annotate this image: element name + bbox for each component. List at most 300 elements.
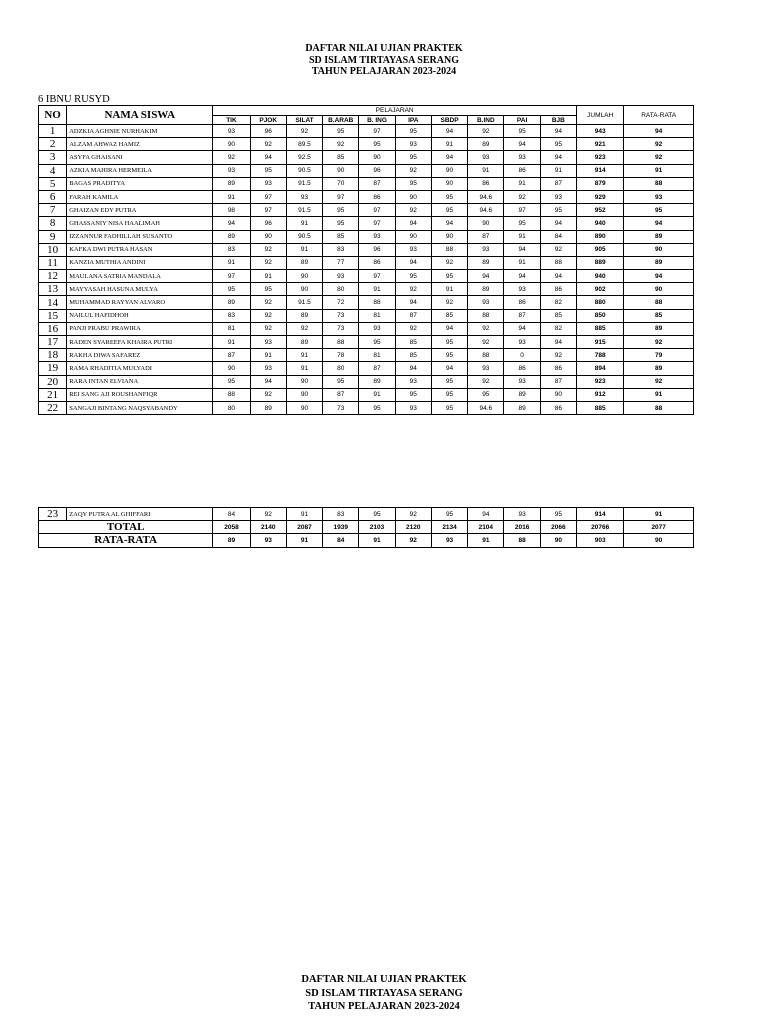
score-cell: 91.5 xyxy=(286,177,322,190)
average-score-cell: 88 xyxy=(504,534,540,547)
score-cell: 87 xyxy=(395,309,431,322)
score-cell: 91 xyxy=(250,349,286,362)
score-cell: 92 xyxy=(395,508,431,521)
score-cell: 94 xyxy=(540,336,576,349)
row-number: 12 xyxy=(39,270,67,283)
table-row xyxy=(39,190,694,203)
table-row xyxy=(39,138,694,151)
table-row xyxy=(39,177,694,190)
average-cell: 89 xyxy=(624,230,694,243)
score-cell: 92 xyxy=(250,309,286,322)
student-name: RADEN SYAREEFA KHAIRA PUTRI xyxy=(67,336,213,349)
score-cell: 85 xyxy=(540,309,576,322)
average-cell: 94 xyxy=(624,125,694,138)
score-cell: 94 xyxy=(540,125,576,138)
score-cell: 94.6 xyxy=(468,190,504,203)
average-score-cell: 91 xyxy=(468,534,504,547)
score-cell: 89 xyxy=(504,388,540,401)
score-cell: 90 xyxy=(395,190,431,203)
row-number: 15 xyxy=(39,309,67,322)
score-cell: 86 xyxy=(359,190,395,203)
score-cell: 91 xyxy=(504,177,540,190)
score-cell: 87 xyxy=(213,349,250,362)
score-cell: 93 xyxy=(250,362,286,375)
footer-title xyxy=(0,973,768,1014)
score-cell: 88 xyxy=(468,349,504,362)
score-cell: 96 xyxy=(250,217,286,230)
table-row xyxy=(39,362,694,375)
student-name: GHASSANIY NISA HAALIMAH xyxy=(67,217,213,230)
score-cell: 93 xyxy=(468,296,504,309)
score-cell: 94 xyxy=(504,322,540,335)
score-cell: 95 xyxy=(504,125,540,138)
score-cell: 70 xyxy=(323,177,359,190)
score-cell: 86 xyxy=(504,164,540,177)
score-cell: 92 xyxy=(250,243,286,256)
total-score-cell: 2103 xyxy=(359,521,395,534)
score-cell: 93 xyxy=(395,375,431,388)
table-row xyxy=(39,322,694,335)
average-score-cell: 91 xyxy=(359,534,395,547)
score-cell: 93 xyxy=(504,336,540,349)
student-name: BAGAS PRADITYA xyxy=(67,177,213,190)
score-cell: 88 xyxy=(468,309,504,322)
score-cell: 94 xyxy=(431,125,467,138)
score-cell: 95 xyxy=(323,125,359,138)
average-cell: 92 xyxy=(624,138,694,151)
score-cell: 86 xyxy=(504,296,540,309)
row-number: 5 xyxy=(39,177,67,190)
table-row xyxy=(39,256,694,269)
score-cell: 94 xyxy=(395,362,431,375)
score-cell: 92 xyxy=(504,190,540,203)
subject-header: TIK xyxy=(213,116,250,125)
row-number: 4 xyxy=(39,164,67,177)
total-score-cell: 1939 xyxy=(323,521,359,534)
score-cell: 95 xyxy=(540,508,576,521)
row-number: 8 xyxy=(39,217,67,230)
score-cell: 95 xyxy=(540,138,576,151)
score-cell: 93 xyxy=(468,151,504,164)
score-cell: 91 xyxy=(286,362,322,375)
score-cell: 85 xyxy=(395,336,431,349)
score-cell: 93 xyxy=(286,190,322,203)
score-cell: 89 xyxy=(468,283,504,296)
title-line-2: SD ISLAM TIRTAYASA SERANG xyxy=(309,54,459,66)
score-cell: 95 xyxy=(250,164,286,177)
score-cell: 93 xyxy=(395,401,431,414)
total-cell: 850 xyxy=(577,309,624,322)
average-cell: 91 xyxy=(624,164,694,177)
score-cell: 93 xyxy=(504,151,540,164)
average-cell: 90 xyxy=(624,283,694,296)
average-score-cell: 89 xyxy=(213,534,250,547)
score-cell: 95 xyxy=(250,283,286,296)
score-cell: 91 xyxy=(468,164,504,177)
score-cell: 91.5 xyxy=(286,296,322,309)
total-cell: 952 xyxy=(577,204,624,217)
student-name: MUHAMMAD RAYYAN ALVARO xyxy=(67,296,213,309)
score-cell: 73 xyxy=(323,322,359,335)
subject-header: SILAT xyxy=(286,116,322,125)
score-cell: 91 xyxy=(431,138,467,151)
table-row xyxy=(39,270,694,283)
total-cell: 912 xyxy=(577,388,624,401)
table-row xyxy=(39,283,694,296)
score-cell: 94 xyxy=(431,151,467,164)
score-cell: 94 xyxy=(250,375,286,388)
score-cell: 94 xyxy=(431,362,467,375)
score-cell: 94 xyxy=(540,270,576,283)
score-cell: 93 xyxy=(250,336,286,349)
average-cell: 91 xyxy=(624,508,694,521)
score-cell: 93 xyxy=(359,230,395,243)
score-cell: 85 xyxy=(323,230,359,243)
total-score-cell: 2104 xyxy=(468,521,504,534)
score-cell: 91 xyxy=(286,508,322,521)
average-score-cell: 84 xyxy=(323,534,359,547)
row-number: 19 xyxy=(39,362,67,375)
score-cell: 89 xyxy=(504,401,540,414)
score-cell: 95 xyxy=(359,508,395,521)
score-cell: 97 xyxy=(359,217,395,230)
row-number: 16 xyxy=(39,322,67,335)
score-cell: 95 xyxy=(395,270,431,283)
average-cell: 88 xyxy=(624,401,694,414)
score-cell: 88 xyxy=(359,296,395,309)
score-cell: 89 xyxy=(213,230,250,243)
score-cell: 90.5 xyxy=(286,164,322,177)
score-cell: 97 xyxy=(213,270,250,283)
score-cell: 91 xyxy=(540,164,576,177)
score-cell: 89 xyxy=(468,138,504,151)
score-cell: 88 xyxy=(431,243,467,256)
score-cell: 97 xyxy=(359,270,395,283)
total-label: TOTAL xyxy=(39,521,213,534)
total-score-cell: 2120 xyxy=(395,521,431,534)
score-cell: 86 xyxy=(468,177,504,190)
average-cell: 89 xyxy=(624,322,694,335)
score-cell: 95 xyxy=(431,190,467,203)
grade-table-continued xyxy=(38,507,694,548)
student-name: FARAH KAMILA xyxy=(67,190,213,203)
score-cell: 95 xyxy=(431,270,467,283)
score-cell: 90 xyxy=(540,388,576,401)
score-cell: 90 xyxy=(359,151,395,164)
table-row xyxy=(39,508,694,521)
total-score-cell: 2066 xyxy=(540,521,576,534)
total-cell: 940 xyxy=(577,217,624,230)
score-cell: 87 xyxy=(359,177,395,190)
total-score-cell: 2134 xyxy=(431,521,467,534)
row-number: 22 xyxy=(39,401,67,414)
score-cell: 94 xyxy=(431,322,467,335)
score-cell: 85 xyxy=(431,309,467,322)
row-number: 20 xyxy=(39,375,67,388)
row-number: 7 xyxy=(39,204,67,217)
score-cell: 91 xyxy=(504,230,540,243)
score-cell: 93 xyxy=(395,243,431,256)
score-cell: 89 xyxy=(286,309,322,322)
total-sum-cell: 20766 xyxy=(576,521,623,534)
total-cell: 885 xyxy=(577,401,624,414)
score-cell: 86 xyxy=(540,283,576,296)
score-cell: 81 xyxy=(359,349,395,362)
score-cell: 95 xyxy=(359,401,395,414)
row-number: 10 xyxy=(39,243,67,256)
score-cell: 87 xyxy=(504,309,540,322)
total-score-cell: 2087 xyxy=(286,521,322,534)
student-name: PANJI PRABU PRAWIRA xyxy=(67,322,213,335)
average-cell: 89 xyxy=(624,362,694,375)
score-cell: 95 xyxy=(323,217,359,230)
score-cell: 92 xyxy=(213,151,250,164)
footer-title-line-1: DAFTAR NILAI UJIAN PRAKTEK xyxy=(301,974,467,985)
row-number: 13 xyxy=(39,283,67,296)
score-cell: 90 xyxy=(323,164,359,177)
score-cell: 89 xyxy=(286,336,322,349)
col-total-header: JUMLAH xyxy=(577,106,624,125)
score-cell: 90 xyxy=(431,177,467,190)
score-cell: 97 xyxy=(359,125,395,138)
score-cell: 95 xyxy=(213,375,250,388)
average-cell: 89 xyxy=(624,256,694,269)
score-cell: 84 xyxy=(213,508,250,521)
row-number: 14 xyxy=(39,296,67,309)
score-cell: 94.6 xyxy=(468,401,504,414)
average-score-cell: 91 xyxy=(286,534,322,547)
score-cell: 92 xyxy=(540,243,576,256)
table-row xyxy=(39,336,694,349)
student-name: KANZIA MUTHIA ANDINI xyxy=(67,256,213,269)
score-cell: 94 xyxy=(504,243,540,256)
student-name: NAILUL HAFIDHOH xyxy=(67,309,213,322)
subject-header: BJB xyxy=(540,116,576,125)
score-cell: 90 xyxy=(213,362,250,375)
score-cell: 91 xyxy=(431,283,467,296)
score-cell: 80 xyxy=(323,362,359,375)
score-cell: 92 xyxy=(250,388,286,401)
col-no-header: NO xyxy=(39,106,67,125)
title-line-3: TAHUN PELAJARAN 2023-2024 xyxy=(311,66,457,77)
student-name: ASYFA GHAISANI xyxy=(67,151,213,164)
score-cell: 93 xyxy=(504,283,540,296)
score-cell: 92 xyxy=(395,204,431,217)
title-line-1: DAFTAR NILAI UJIAN PRAKTEK xyxy=(305,43,463,54)
student-name: IZZANNUR FADHILLAH SUSANTO xyxy=(67,230,213,243)
score-cell: 97 xyxy=(250,190,286,203)
score-cell: 97 xyxy=(323,190,359,203)
document-title xyxy=(0,43,768,78)
score-cell: 73 xyxy=(323,309,359,322)
score-cell: 73 xyxy=(323,401,359,414)
score-cell: 72 xyxy=(323,296,359,309)
score-cell: 95 xyxy=(395,388,431,401)
score-cell: 93 xyxy=(468,243,504,256)
score-cell: 83 xyxy=(213,309,250,322)
average-cell: 92 xyxy=(624,375,694,388)
score-cell: 91 xyxy=(213,190,250,203)
table-row xyxy=(39,401,694,414)
score-cell: 92.5 xyxy=(286,151,322,164)
subject-header: IPA xyxy=(395,116,431,125)
score-cell: 93 xyxy=(504,375,540,388)
total-cell: 923 xyxy=(577,375,624,388)
score-cell: 92 xyxy=(395,283,431,296)
score-cell: 80 xyxy=(213,401,250,414)
total-cell: 902 xyxy=(577,283,624,296)
score-cell: 90 xyxy=(431,164,467,177)
score-cell: 90 xyxy=(468,217,504,230)
total-cell: 879 xyxy=(577,177,624,190)
score-cell: 90 xyxy=(213,138,250,151)
row-number: 11 xyxy=(39,256,67,269)
row-number: 6 xyxy=(39,190,67,203)
score-cell: 95 xyxy=(540,204,576,217)
score-cell: 0 xyxy=(504,349,540,362)
score-cell: 93 xyxy=(213,164,250,177)
score-cell: 93 xyxy=(213,125,250,138)
score-cell: 89 xyxy=(286,256,322,269)
score-cell: 96 xyxy=(250,125,286,138)
score-cell: 90 xyxy=(286,375,322,388)
table-row xyxy=(39,164,694,177)
footer-title-line-3: TAHUN PELAJARAN 2023-2024 xyxy=(308,1001,460,1012)
score-cell: 95 xyxy=(431,508,467,521)
score-cell: 92 xyxy=(468,125,504,138)
average-cell: 92 xyxy=(624,336,694,349)
score-cell: 94 xyxy=(468,270,504,283)
score-cell: 86 xyxy=(540,401,576,414)
total-cell: 914 xyxy=(577,164,624,177)
score-cell: 77 xyxy=(323,256,359,269)
score-cell: 91 xyxy=(213,336,250,349)
table-row xyxy=(39,204,694,217)
average-label: RATA-RATA xyxy=(39,534,213,547)
score-cell: 92 xyxy=(395,164,431,177)
total-cell: 915 xyxy=(577,336,624,349)
score-cell: 90 xyxy=(286,270,322,283)
average-sum-cell: 903 xyxy=(576,534,623,547)
total-avg-cell: 2077 xyxy=(624,521,694,534)
score-cell: 95 xyxy=(213,283,250,296)
class-label: 6 IBNU RUSYD xyxy=(38,94,110,105)
score-cell: 84 xyxy=(540,230,576,243)
student-name: ALZAM AHWAZ HAMIZ xyxy=(67,138,213,151)
score-cell: 94 xyxy=(504,270,540,283)
table-row xyxy=(39,151,694,164)
row-number: 21 xyxy=(39,388,67,401)
score-cell: 86 xyxy=(359,256,395,269)
score-cell: 90 xyxy=(286,283,322,296)
score-cell: 96 xyxy=(359,243,395,256)
score-cell: 97 xyxy=(250,204,286,217)
score-cell: 91 xyxy=(359,388,395,401)
subject-header: PJOK xyxy=(250,116,286,125)
score-cell: 92 xyxy=(431,256,467,269)
score-cell: 91 xyxy=(504,256,540,269)
score-cell: 94 xyxy=(540,217,576,230)
total-row xyxy=(39,521,694,534)
total-score-cell: 2016 xyxy=(504,521,540,534)
footer-title-line-2: SD ISLAM TIRTAYASA SERANG xyxy=(305,987,463,999)
score-cell: 93 xyxy=(250,177,286,190)
score-cell: 93 xyxy=(395,138,431,151)
score-cell: 90 xyxy=(250,230,286,243)
score-cell: 81 xyxy=(213,322,250,335)
average-cell: 92 xyxy=(624,151,694,164)
score-cell: 95 xyxy=(359,336,395,349)
score-cell: 94 xyxy=(395,217,431,230)
student-name: ZAQY PUTRA AL GHIFFARI xyxy=(67,508,213,521)
score-cell: 94 xyxy=(395,296,431,309)
score-cell: 92 xyxy=(468,322,504,335)
score-cell: 91 xyxy=(359,283,395,296)
table-row xyxy=(39,125,694,138)
average-score-cell: 92 xyxy=(395,534,431,547)
score-cell: 89 xyxy=(213,296,250,309)
subject-header: PAI xyxy=(504,116,540,125)
score-cell: 86 xyxy=(504,362,540,375)
score-cell: 91 xyxy=(213,256,250,269)
student-name: REI SANG AJI ROUSHANFIQR xyxy=(67,388,213,401)
score-cell: 92 xyxy=(286,322,322,335)
score-cell: 90 xyxy=(286,388,322,401)
score-cell: 95 xyxy=(431,375,467,388)
student-name: AZKIA MAHIRA HERMEILA xyxy=(67,164,213,177)
score-cell: 93 xyxy=(540,190,576,203)
score-cell: 92 xyxy=(250,256,286,269)
score-cell: 89.5 xyxy=(286,138,322,151)
total-cell: 885 xyxy=(577,322,624,335)
score-cell: 81 xyxy=(359,309,395,322)
score-cell: 97 xyxy=(504,204,540,217)
score-cell: 87 xyxy=(468,230,504,243)
score-cell: 91 xyxy=(286,217,322,230)
score-cell: 87 xyxy=(323,388,359,401)
score-cell: 82 xyxy=(540,322,576,335)
row-number: 3 xyxy=(39,151,67,164)
score-cell: 96 xyxy=(359,164,395,177)
score-cell: 91.5 xyxy=(286,204,322,217)
score-cell: 89 xyxy=(468,256,504,269)
student-name: GHAIZAN EDY PUTRA xyxy=(67,204,213,217)
score-cell: 93 xyxy=(504,508,540,521)
total-cell: 788 xyxy=(577,349,624,362)
average-cell: 90 xyxy=(624,243,694,256)
score-cell: 94 xyxy=(250,151,286,164)
score-cell: 90 xyxy=(286,401,322,414)
average-cell: 91 xyxy=(624,388,694,401)
table-row xyxy=(39,217,694,230)
table-row xyxy=(39,230,694,243)
score-cell: 83 xyxy=(213,243,250,256)
score-cell: 92 xyxy=(250,296,286,309)
score-cell: 95 xyxy=(323,204,359,217)
score-cell: 94 xyxy=(213,217,250,230)
score-cell: 98 xyxy=(213,204,250,217)
row-number: 17 xyxy=(39,336,67,349)
score-cell: 87 xyxy=(540,375,576,388)
total-cell: 889 xyxy=(577,256,624,269)
score-cell: 92 xyxy=(250,322,286,335)
row-number: 23 xyxy=(39,508,67,521)
score-cell: 91 xyxy=(250,270,286,283)
total-cell: 943 xyxy=(577,125,624,138)
row-number: 1 xyxy=(39,125,67,138)
total-cell: 929 xyxy=(577,190,624,203)
score-cell: 95 xyxy=(395,151,431,164)
